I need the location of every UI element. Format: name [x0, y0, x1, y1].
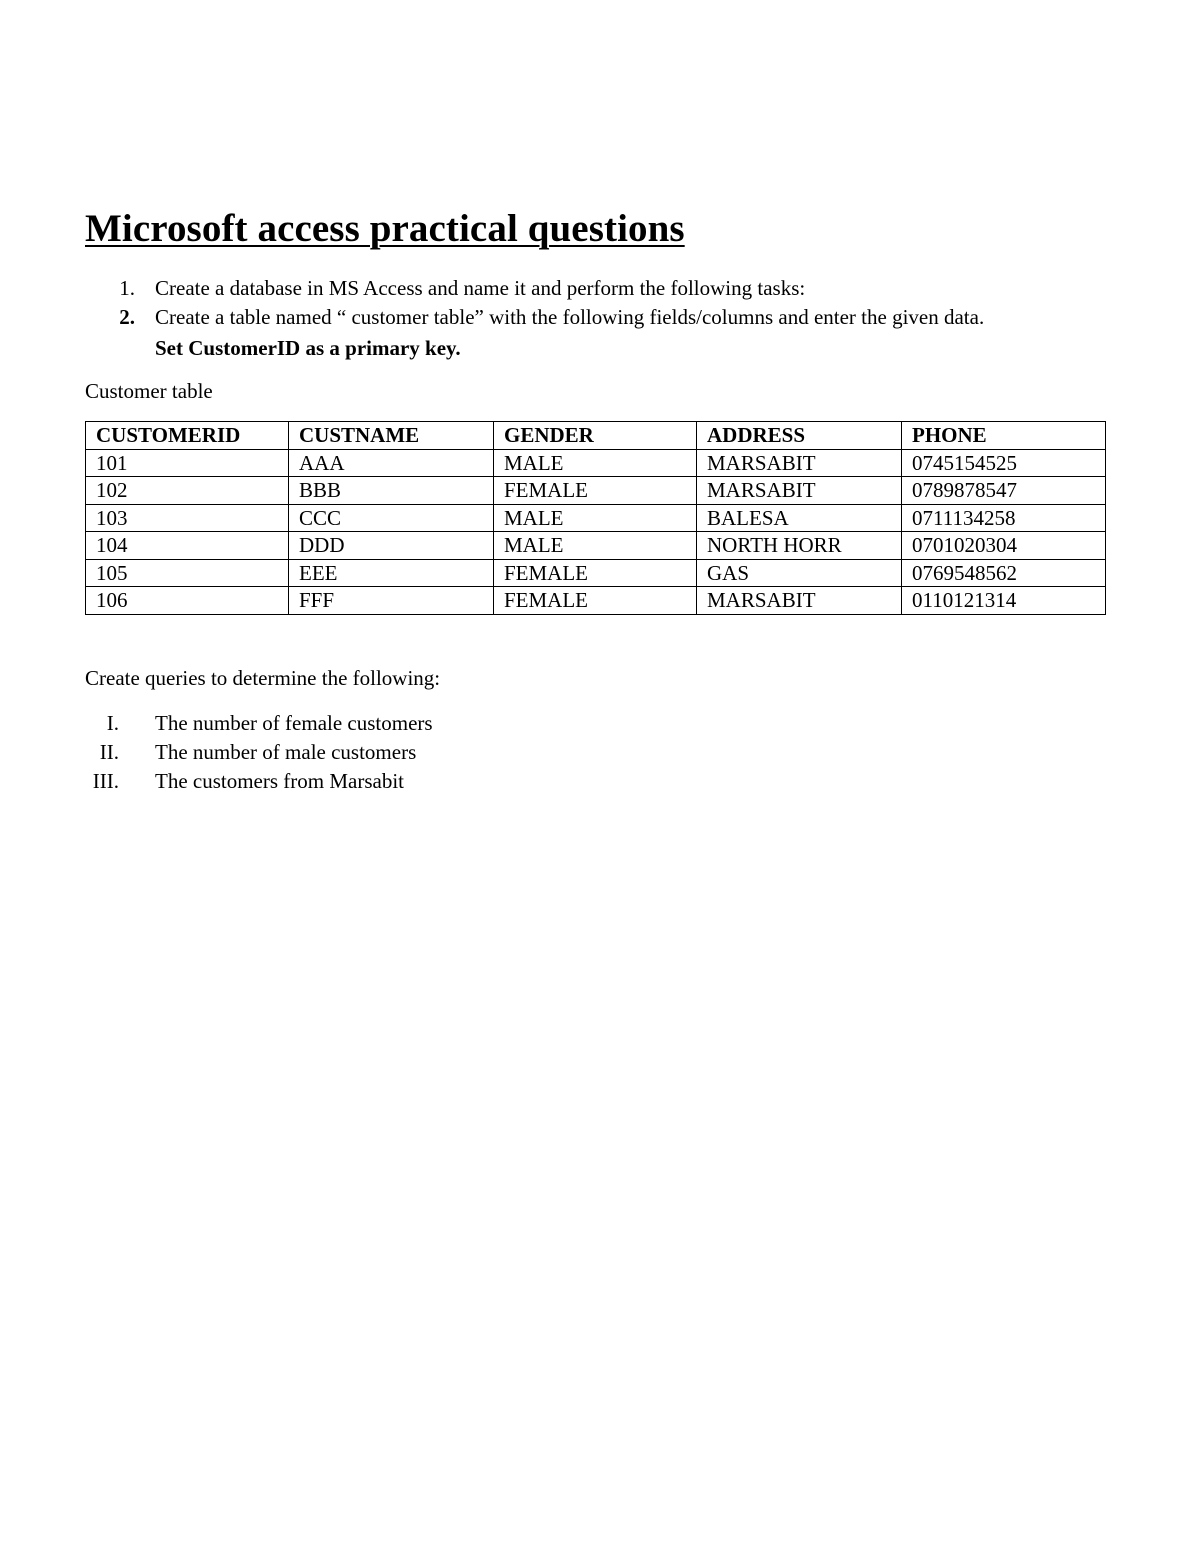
task-text: Create a table named “ customer table” with the following fields/columns and enter the given data. [155, 305, 985, 329]
table-cell: 0769548562 [902, 559, 1106, 587]
table-cell: MARSABIT [697, 477, 902, 505]
query-number: III. [92, 769, 119, 793]
table-cell: 0789878547 [902, 477, 1106, 505]
table-cell: 0110121314 [902, 587, 1106, 615]
table-row [86, 504, 1106, 532]
query-number: II. [99, 740, 119, 764]
table-row [86, 559, 1106, 587]
table-cell: MALE [494, 449, 697, 477]
table-cell: FEMALE [494, 587, 697, 615]
table-cell: BBB [289, 477, 494, 505]
query-text: The number of female customers [155, 711, 433, 735]
task-number: 2. [119, 305, 135, 329]
table-cell: 106 [86, 587, 289, 615]
table-cell: 101 [86, 449, 289, 477]
table-row [86, 587, 1106, 615]
column-header-gender: GENDER [494, 422, 697, 450]
queries-intro: Create queries to determine the following: [85, 666, 441, 690]
table-cell: CCC [289, 504, 494, 532]
table-cell: BALESA [697, 504, 902, 532]
query-text: The number of male customers [155, 740, 417, 764]
query-text: The customers from Marsabit [155, 769, 405, 793]
table-cell: MALE [494, 504, 697, 532]
task-emphasis: Set CustomerID as a primary key. [155, 336, 461, 360]
table-cell: MALE [494, 532, 697, 560]
column-header-address: ADDRESS [697, 422, 902, 450]
table-cell: 0745154525 [902, 449, 1106, 477]
table-row [86, 477, 1106, 505]
table-header-row [86, 422, 1106, 450]
table-cell: NORTH HORR [697, 532, 902, 560]
table-cell: MARSABIT [697, 449, 902, 477]
table-cell: FEMALE [494, 559, 697, 587]
table-row [86, 532, 1106, 560]
table-cell: AAA [289, 449, 494, 477]
customer-table [85, 421, 1106, 615]
column-header-customerid: CUSTOMERID [86, 422, 289, 450]
table-cell: 105 [86, 559, 289, 587]
table-cell: DDD [289, 532, 494, 560]
table-cell: 0711134258 [902, 504, 1106, 532]
table-cell: EEE [289, 559, 494, 587]
table-cell: 102 [86, 477, 289, 505]
query-number: I. [106, 711, 119, 735]
table-cell: 0701020304 [902, 532, 1106, 560]
column-header-phone: PHONE [902, 422, 1106, 450]
task-number: 1. [119, 276, 135, 300]
table-cell: FEMALE [494, 477, 697, 505]
task-text: Create a database in MS Access and name it and perform the following tasks: [155, 276, 806, 300]
column-header-custname: CUSTNAME [289, 422, 494, 450]
document-title: Microsoft access practical questions [85, 207, 685, 250]
table-caption: Customer table [85, 379, 213, 403]
table-cell: 103 [86, 504, 289, 532]
table-cell: GAS [697, 559, 902, 587]
table-cell: 104 [86, 532, 289, 560]
table-row [86, 449, 1106, 477]
table-cell: MARSABIT [697, 587, 902, 615]
table-cell: FFF [289, 587, 494, 615]
